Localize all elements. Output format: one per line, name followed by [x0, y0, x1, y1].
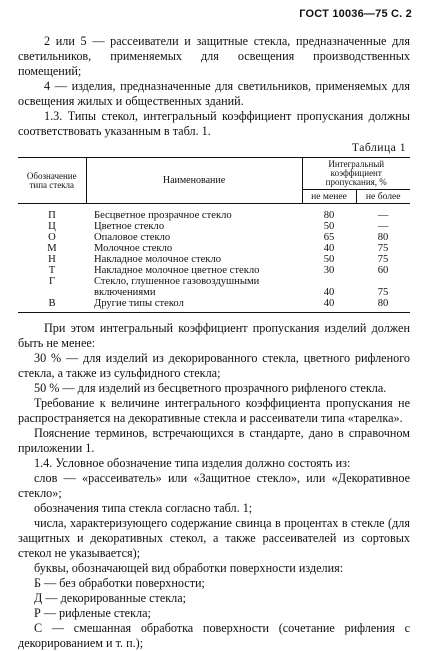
header-code: Обозначение типа стекла: [18, 158, 86, 204]
cell-name: Опаловое стекло: [94, 232, 171, 243]
paragraph-body-14: С — смешанная обработка поверхности (сочетание рифления с декорированием и т. п.);: [18, 621, 410, 650]
cell-code: О: [48, 232, 56, 243]
table-row: [18, 243, 410, 254]
cell-code: П: [48, 210, 56, 221]
cell-name: Другие типы стекол: [94, 298, 184, 309]
cell-max: —: [377, 210, 389, 221]
cell-name: Молочное стекло: [94, 243, 173, 254]
cell-name: Цветное стекло: [94, 221, 165, 232]
paragraph-body-10: буквы, обозначающей вид обработки поверхности изделия:: [34, 561, 344, 575]
paragraph-body-4: Требование к величине интегрального коэффициента пропускания не распространяется на декоративные стекла и рассеиватели типа «тарелка».: [18, 396, 410, 425]
paragraph-body-6: 1.4. Условное обозначение типа изделия должно состоять из:: [34, 456, 351, 470]
table-row: [18, 232, 410, 243]
cell-min: 50: [323, 254, 335, 265]
table-row: [18, 276, 410, 298]
paragraph-body-7: слов — «рассеиватель» или «Защитное стекло», или «Декоративное стекло»;: [18, 471, 410, 500]
table-row: [18, 204, 410, 222]
page-header: ГОСТ 10036—75 С. 2: [299, 8, 412, 20]
cell-code: Ц: [48, 221, 56, 232]
cell-min: 40: [323, 243, 335, 254]
paragraph-intro-2: 4 — изделия, предназначенные для светильников, применяемых для освещения жилых и общественных зданий.: [18, 79, 410, 108]
cell-max: 80: [377, 232, 389, 243]
table-row: [18, 221, 410, 232]
paragraph-body-13: Р — рифленые стекла;: [34, 606, 151, 620]
header-coefficient: Интегральный коэффициент пропускания, %: [302, 158, 410, 190]
paragraph-body-3: 50 % — для изделий из бесцветного прозрачного рифленого стекла.: [34, 381, 387, 395]
header-name: Наименование: [86, 158, 302, 204]
cell-max: —: [377, 221, 389, 232]
paragraph-intro-3: 1.3. Типы стекол, интегральный коэффициент пропускания должны соответствовать указанным в табл. 1.: [18, 109, 410, 138]
cell-max: 75: [377, 243, 389, 254]
header-min: не менее: [302, 190, 356, 204]
table-caption: Таблица 1: [351, 141, 406, 154]
paragraph-body-11: Б — без обработки поверхности;: [34, 576, 205, 590]
cell-name: Накладное молочное стекло: [94, 254, 222, 265]
cell-min: 40: [323, 298, 335, 309]
paragraph-intro-1: 2 или 5 — рассеиватели и защитные стекла, предназначенные для светильников, применяемых для освещения производственных помещений;: [18, 34, 410, 78]
cell-max: 75: [377, 254, 389, 265]
paragraph-body-8: обозначения типа стекла согласно табл. 1;: [34, 501, 253, 515]
paragraph-body-12: Д — декорированные стекла;: [34, 591, 187, 605]
cell-min: 40: [323, 287, 335, 298]
cell-min: 65: [323, 232, 335, 243]
paragraph-body-5: Пояснение терминов, встречающихся в стандарте, дано в справочном приложении 1.: [18, 426, 410, 455]
text-block: [18, 34, 410, 651]
cell-code: Н: [48, 254, 56, 265]
cell-code: Т: [48, 265, 56, 276]
cell-max: 80: [377, 298, 389, 309]
paragraph-body-2: 30 % — для изделий из декорированного стекла, цветного рифленого стекла, а также из сульфидного стекла;: [18, 351, 410, 380]
cell-name: Стекло, глушенное газовоздушными включениями: [94, 276, 260, 298]
cell-code: В: [48, 298, 56, 309]
cell-code: М: [47, 243, 57, 254]
cell-min: 30: [323, 265, 335, 276]
table-row: [18, 265, 410, 276]
cell-max: 75: [377, 287, 389, 298]
cell-min: 50: [323, 221, 335, 232]
cell-code: Г: [48, 276, 56, 287]
table-row: [18, 298, 410, 312]
cell-min: 80: [323, 210, 335, 221]
cell-name: Накладное молочное цветное стекло: [94, 265, 260, 276]
paragraph-body-1: При этом интегральный коэффициент пропускания изделий должен быть не менее:: [18, 321, 410, 350]
table-1: [18, 157, 410, 313]
cell-max: 60: [377, 265, 389, 276]
cell-name: Бесцветное прозрачное стекло: [94, 210, 232, 221]
paragraph-body-9: числа, характеризующего содержание свинца в процентах в стекле (для защитных и декоративных стекол, а также рассеивателей из сортовых стекол не указывается);: [18, 516, 410, 560]
header-max: не более: [356, 190, 410, 204]
table-row: [18, 254, 410, 265]
